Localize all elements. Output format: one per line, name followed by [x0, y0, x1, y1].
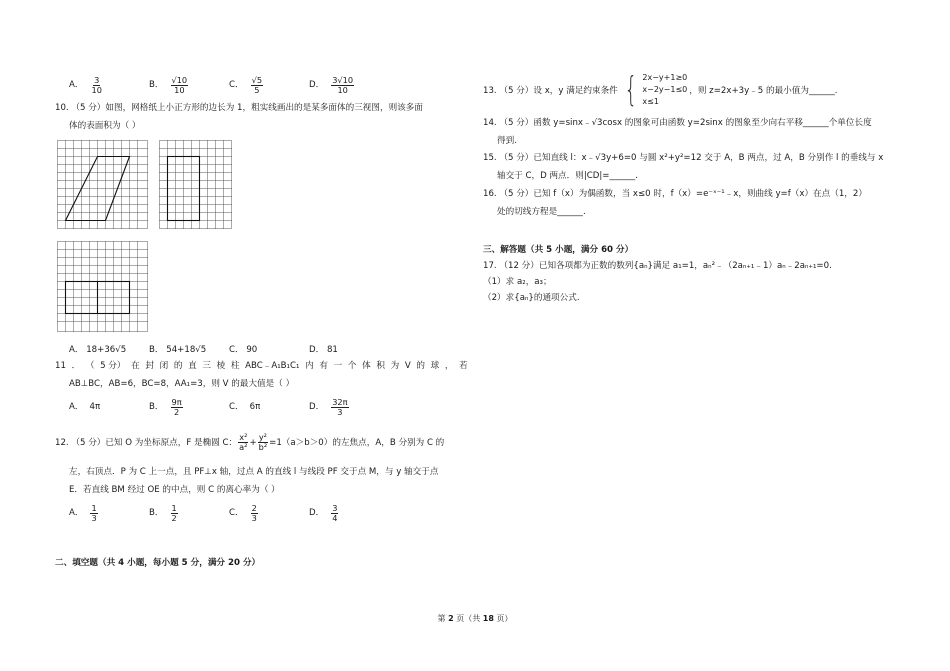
q12-option-a: A． $\frac{1}{3}$	[69, 502, 97, 523]
question-13: 13. （5 分）设 x，y 满足约束条件 { 2x−y+1≥0 x−2y−1≤0 x≤1 ，则 z=2x+3y﹣5 的最小值为______.	[483, 70, 838, 110]
q10-option-c: C． 90	[229, 345, 258, 355]
q12-option-c: C． $\frac{2}{3}$	[229, 502, 257, 523]
question-11	[55, 360, 468, 420]
q9-option-d	[295, 76, 375, 95]
q9-option-b	[135, 76, 215, 95]
question-14	[483, 117, 872, 147]
q11-option-d: D． $\frac{32\pi}{3}$	[309, 396, 348, 417]
option-label: A．	[69, 80, 84, 90]
q17-stem: 17. （12 分）已知各项都为正数的数列{aₙ}满足 a₁=1，aₙ²﹣（2aₙ₊₁﹣1）aₙ﹣2aₙ₊₁=0.	[483, 261, 832, 271]
three-view-figure	[57, 140, 149, 229]
q10-stem-line1: 10. （5 分）如图，网格纸上小正方形的边长为 1，粗实线画出的是某多面体的三视图，则该多面	[55, 103, 423, 113]
fraction: $\frac{32\pi}{3}$	[332, 396, 348, 417]
q11-option-b: B． $\frac{9\pi}{2}$	[149, 396, 182, 417]
fraction: $\frac{2}{3}$	[251, 502, 257, 523]
fraction: $\frac{1}{2}$	[171, 502, 177, 523]
q11-stem-line2: AB⊥BC，AB=6，BC=8，AA₁=3，则 V 的最大值是（ ）	[69, 379, 295, 389]
option-label: B．	[149, 80, 164, 90]
q9-options	[55, 72, 475, 98]
question-15	[483, 152, 883, 182]
q17-part-1: （1）求 a₂，a₃；	[483, 277, 552, 287]
q14-stem-line2: 得到.	[497, 136, 517, 146]
question-16	[483, 188, 867, 218]
q9-option-c	[215, 76, 295, 95]
q11-option-c: C． 6π	[229, 402, 261, 412]
q14-stem-line1: 14. （5 分）函数 y=sinx﹣√3cosx 的图象可由函数 y=2sinx 的图象至少向右平移______个单位长度	[483, 118, 872, 128]
q11-stem-line1: 11 ． （ 5 分） 在 封 闭 的 直 三 棱 柱 ABC﹣A₁B₁C₁ 内 有 一 个 体 积 为 V 的 球 ， 若	[55, 361, 468, 371]
brace-icon: {	[624, 70, 638, 110]
top-view-grid	[57, 241, 148, 332]
question-12	[55, 433, 475, 526]
q11-options	[55, 394, 468, 420]
top-view-figure	[57, 241, 149, 332]
q10-option-a: A． 18+36√5	[69, 345, 127, 355]
q12-option-d: D． $\frac{3}{4}$	[309, 502, 338, 523]
q12-stem-line1: 12. （5 分）已知 O 为坐标原点，F 是椭圆 C： $\frac{\text{x²}}{\text{a²}}$ + $\frac{\text{y²}}{\text{b²}}$ =1（a＞b＞0）的左焦点，A，B 分别为 C 的	[55, 432, 445, 452]
side-view-grid	[159, 140, 232, 229]
q15-stem-line2: 轴交于 C，D 两点．则|CD|=______.	[497, 171, 638, 181]
side-view-figure	[159, 140, 232, 229]
option-label: C．	[229, 80, 244, 90]
option-label: D．	[309, 80, 325, 90]
q10-option-b: B． 54+18√5	[149, 345, 207, 355]
fraction: $\frac{√10}{10}$	[171, 74, 188, 95]
fraction: $\frac{3}{10}$	[91, 74, 102, 95]
section-2-title: 二、填空题（共 4 小题，每小题 5 分，满分 20 分）	[55, 558, 261, 568]
fraction: $\frac{3√10}{10}$	[332, 74, 354, 95]
question-17	[483, 260, 832, 304]
q16-stem-line2: 处的切线方程是______.	[497, 207, 586, 217]
front-view-grid	[57, 140, 148, 229]
fraction: $\frac{9\pi}{2}$	[171, 396, 182, 417]
fraction: $\frac{1}{3}$	[91, 502, 97, 523]
left-column	[55, 70, 475, 134]
q9-option-a	[55, 76, 135, 95]
constraint-system: { 2x−y+1≥0 x−2y−1≤0 x≤1	[624, 70, 688, 110]
q16-stem-line1: 16. （5 分）已知 f（x）为偶函数，当 x≤0 时，f（x）=e⁻ˣ⁻¹﹣x，则曲线 y=f（x）在点（1，2）	[483, 189, 867, 199]
page-total: 18	[482, 614, 494, 623]
fraction: $\frac{3}{4}$	[332, 502, 338, 523]
ellipse-x-fraction: $\frac{\text{x²}}{\text{a²}}$	[239, 432, 248, 452]
question-10	[55, 102, 475, 132]
q10-stem-line2: 体的表面积为（ ）	[69, 121, 141, 131]
q12-option-b: B． $\frac{1}{2}$	[149, 502, 177, 523]
ellipse-y-fraction: $\frac{\text{y²}}{\text{b²}}$	[258, 432, 268, 452]
q17-part-2: （2）求{aₙ}的通项公式.	[483, 293, 580, 303]
q10-option-d: D． 81	[309, 345, 338, 355]
q12-stem-line3: E．若直线 BM 经过 OE 的中点，则 C 的离心率为（ ）	[69, 485, 280, 495]
q12-stem-line2: 左，右顶点．P 为 C 上一点，且 PF⊥x 轴，过点 A 的直线 l 与线段 PF 交于点 M，与 y 轴交于点	[69, 467, 439, 477]
section-3-title: 三、解答题（共 5 小题，满分 60 分）	[483, 245, 634, 255]
q10-options	[55, 343, 375, 355]
q12-options	[55, 500, 475, 526]
page-number: 2	[448, 614, 454, 623]
q15-stem-line1: 15. （5 分）已知直线 l：x﹣√3y+6=0 与圆 x²+y²=12 交于 A，B 两点，过 A，B 分别作 l 的垂线与 x	[483, 153, 884, 163]
page-footer: 第 2 页（共 18 页）	[437, 614, 513, 623]
fraction: $\frac{√5}{5}$	[251, 74, 263, 95]
q11-option-a: A． 4π	[69, 402, 101, 412]
